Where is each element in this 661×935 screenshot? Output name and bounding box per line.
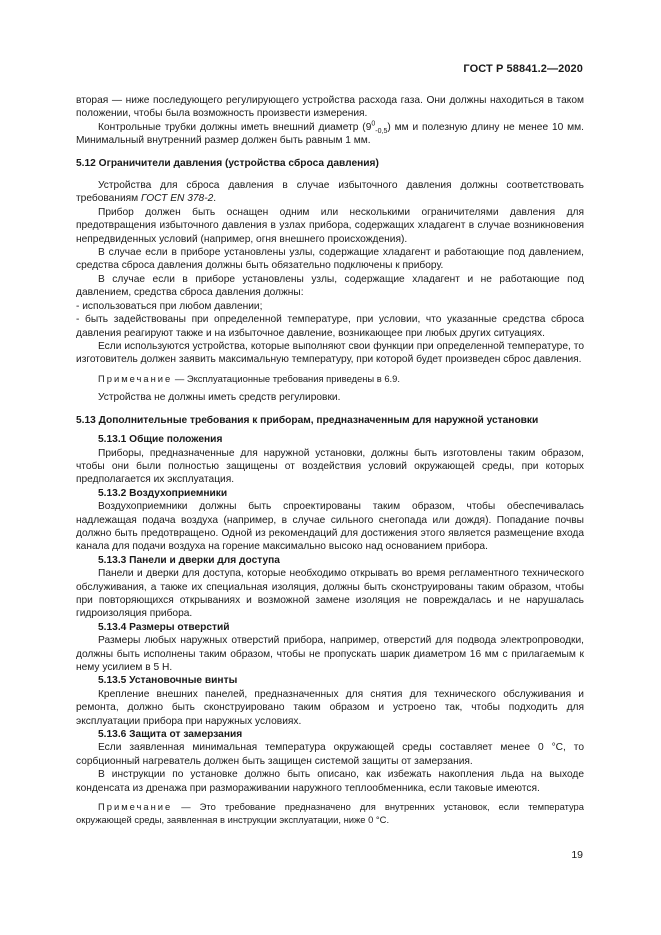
section-5-13-1-title: 5.13.1 Общие положения [98,434,223,446]
s5132-paragraph: Воздухоприемники должны быть спроектированы таким образом, чтобы обеспечивалась надлежащая подача воздуха (например, в случае сильного снегопада или дождя). Попадание почвы должно быть предотвращено. Одной из рекомендаций для достижения этого является размещение входа канала для подачи воздуха на горение максимально высоко над основанием прибора. [76,501,584,553]
s512-note [76,373,584,386]
standard-reference: ГОСТ EN 378-2 [141,193,214,205]
s512-paragraph-3: В случае если в приборе установлены узлы, содержащие хладагент и работающие под давлением, средства сброса давления должны быть обязательно подключены к прибору. [76,247,584,272]
s5131-paragraph: Приборы, предназначенные для наружной установки, должны быть изготовлены таким образом, чтобы они были полностью защищены от воздействия условий окружающей среды, при которых предполагается их эксплуатация. [76,447,584,486]
section-5-13-5-title: 5.13.5 Установочные винты [98,675,238,687]
s512-paragraph-4: В случае если в приборе установлены узлы, содержащие хладагент и не работающие под давлением, средства сброса давления должны: [76,273,584,299]
section-5-13-2-title: 5.13.2 Воздухоприемники [98,487,228,499]
s5136-note [76,801,584,826]
s5133-paragraph: Панели и дверки для доступа, которые необходимо открывать во время регламентного технического обслуживания, а также их специальная изоляция, должны быть сконструированы таким образом, чтобы при повторяющихся открываниях и возможной замене изоляция не повреждалась и не нарушалась гидроизоляция прибора. [76,568,584,620]
s5134-paragraph: Размеры любых наружных отверстий прибора, например, отверстий для подвода электропроводки, должны быть исполнены таким образом, чтобы не пропускать шарик диаметром 16 мм с прилагаемым к нему усилием в 5 Н. [76,635,584,674]
document-standard-header: ГОСТ Р 58841.2—2020 [463,63,583,75]
s512-list-item-2: - быть задействованы при определенной температуре, при условии, что указанные средства сброса давления реагируют также и на избыточное давление, возникающее при любых других ситуациях. [76,314,584,339]
note-label: Примечание [98,801,173,813]
note-text: — Эксплуатационные требования приведены в 6.9. [172,372,400,384]
section-5-13-6-title: 5.13.6 Защита от замерзания [98,729,243,741]
s5136-paragraph-1: Если заявленная минимальная температура окружающей среды составляет менее 0 °С, то сорбционный нагреватель должен быть защищен системой защиты от замерзания. [76,742,584,767]
intro-paragraph-2 [76,121,584,148]
intro-paragraph-1: вторая — ниже последующего регулирующего устройства расхода газа. Они должны находиться в таком положении, чтобы была возможность произвести измерения. [76,95,584,120]
section-5-13-4-title: 5.13.4 Размеры отверстий [98,621,230,633]
s512-paragraph-5: Если используются устройства, которые выполняют свои функции при определенной температуре, то изготовитель должен заявить максимальную температуру, при которой будет произведен сброс давления. [76,340,584,366]
section-5-13-3-title: 5.13.3 Панели и дверки для доступа [98,554,280,566]
tolerance-upper: 0 [371,120,376,128]
note-label: Примечание [98,372,173,384]
s512-list-item-1: - использоваться при любом давлении; [76,300,263,312]
note-text: — Это требование предназначено для внутренних установок, если температура окружающей среды, заявленная в инструкции эксплуатации, ниже 0 °С. [76,801,584,825]
s512-paragraph-6: Устройства не должны иметь средств регулировки. [98,392,341,404]
s5136-paragraph-2: В инструкции по установке должно быть описано, как избежать накопления льда на выходе конденсата из дренажа при размораживании наружного теплообменника, если таковые имеются. [76,769,584,794]
s512-paragraph-2: Прибор должен быть оснащен одним или несколькими ограничителями давления для предотвращения избыточного давления в узлах прибора, содержащих хладагент в случае возникновения непредвиденных условий (например, огня внешнего происхождения). [76,206,584,245]
section-5-12-title: 5.12 Ограничители давления (устройства сброса давления) [76,157,379,169]
page-content [76,94,584,826]
s512-p1-end: . [213,193,217,205]
page-number: 19 [571,849,583,861]
intro-p2-end: ) мм и полезную длину не менее 10 мм. Минимальный внутренний размер должен быть равным 1 мм. [76,121,584,147]
s512-p1-text: Устройства для сброса давления в случае избыточного давления должны соответствовать требованиям [76,180,584,205]
intro-p2-start: Контрольные трубки должны иметь внешний диаметр (9 [98,121,372,133]
s512-paragraph-1 [76,179,584,206]
tolerance-lower: -0,5 [375,127,388,135]
section-5-13-title: 5.13 Дополнительные требования к приборам, предназначенным для наружной установки [76,414,539,426]
s5135-paragraph: Крепление внешних панелей, предназначенных для снятия для технического обслуживания и ремонта, должно быть сконструировано таким образом и устроено так, чтобы подходить для эксплуатации прибора при наружных условиях. [76,688,584,727]
